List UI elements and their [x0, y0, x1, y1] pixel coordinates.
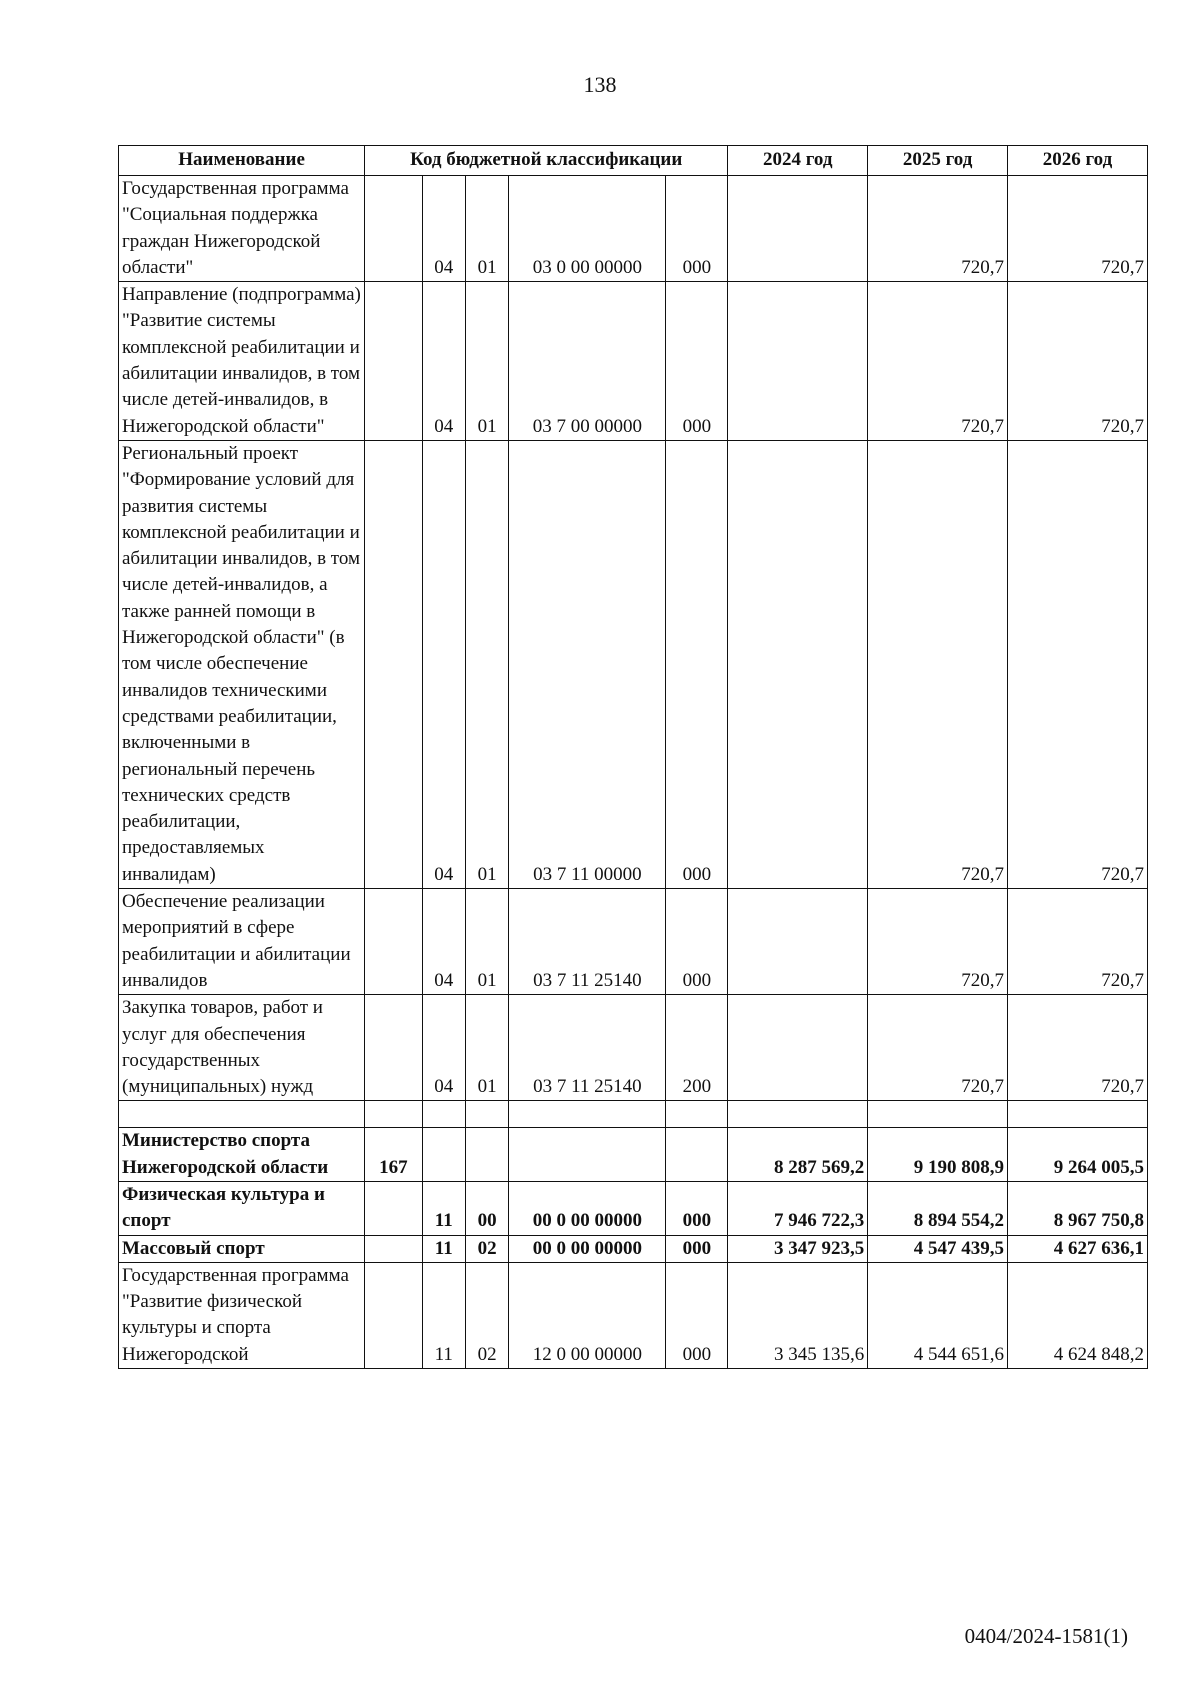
- row-rz: 11: [422, 1235, 465, 1262]
- row-name: Массовый спорт: [119, 1235, 365, 1262]
- table-row: [119, 1262, 1148, 1368]
- row-ved: [365, 176, 422, 282]
- blank-cell: [119, 1101, 365, 1128]
- row-2025: 4 547 439,5: [868, 1235, 1008, 1262]
- row-name: Физическая культура и спорт: [119, 1181, 365, 1235]
- row-vr: 000: [666, 1262, 728, 1368]
- row-pr: 02: [465, 1235, 508, 1262]
- header-2026: 2026 год: [1008, 146, 1148, 176]
- blank-cell: [465, 1101, 508, 1128]
- row-2025: 720,7: [868, 889, 1008, 995]
- row-vr: 000: [666, 889, 728, 995]
- header-code: Код бюджетной классификации: [365, 146, 728, 176]
- document-code: 0404/2024-1581(1): [964, 1624, 1128, 1648]
- row-csr: 00 0 00 00000: [509, 1181, 666, 1235]
- row-2025: 720,7: [868, 282, 1008, 441]
- row-rz: 04: [422, 282, 465, 441]
- row-name: Обеспечение реализации мероприятий в сфере реабилитации и абилитации инвалидов: [119, 889, 365, 995]
- row-2024: [728, 440, 868, 888]
- row-2024: 7 946 722,3: [728, 1181, 868, 1235]
- table-header-row: [119, 146, 1148, 176]
- row-csr: 12 0 00 00000: [509, 1262, 666, 1368]
- row-pr: 01: [465, 282, 508, 441]
- row-name: Министерство спорта Нижегородской области: [119, 1128, 365, 1182]
- row-vr: 000: [666, 1181, 728, 1235]
- row-ved: [365, 1181, 422, 1235]
- row-name: Региональный проект "Формирование условий для развития системы комплексной реабилитации и абилитации инвалидов, в том числе детей-инвалидов, а также ранней помощи в Нижегородской области" (в том числе обеспечение инвалидов техническими средствами реабилитации, включенными в региональный перечень технических средств реабилитации, предоставляемых инвалидам): [119, 440, 365, 888]
- row-name: Государственная программа "Социальная поддержка граждан Нижегородской области": [119, 176, 365, 282]
- row-ved: [365, 440, 422, 888]
- header-2024: 2024 год: [728, 146, 868, 176]
- row-csr: 03 7 11 25140: [509, 889, 666, 995]
- row-pr: 01: [465, 440, 508, 888]
- row-csr: 03 7 11 00000: [509, 440, 666, 888]
- row-2024: 3 347 923,5: [728, 1235, 868, 1262]
- table-row: [119, 176, 1148, 282]
- row-pr: 01: [465, 995, 508, 1101]
- row-name: Государственная программа "Развитие физической культуры и спорта Нижегородской: [119, 1262, 365, 1368]
- row-ved: [365, 282, 422, 441]
- row-vr: 000: [666, 176, 728, 282]
- blank-cell: [868, 1101, 1008, 1128]
- row-csr: 03 7 00 00000: [509, 282, 666, 441]
- row-2026: 720,7: [1008, 176, 1148, 282]
- blank-cell: [509, 1101, 666, 1128]
- table-row: [119, 995, 1148, 1101]
- row-csr: 00 0 00 00000: [509, 1235, 666, 1262]
- header-name: Наименование: [119, 146, 365, 176]
- row-2024: [728, 282, 868, 441]
- row-vr: 000: [666, 282, 728, 441]
- row-rz: 04: [422, 176, 465, 282]
- row-2026: 720,7: [1008, 440, 1148, 888]
- row-2025: 9 190 808,9: [868, 1128, 1008, 1182]
- row-2024: [728, 176, 868, 282]
- row-2026: 720,7: [1008, 282, 1148, 441]
- row-2024: 3 345 135,6: [728, 1262, 868, 1368]
- blank-cell: [666, 1101, 728, 1128]
- row-pr: 01: [465, 176, 508, 282]
- blank-cell: [422, 1101, 465, 1128]
- table-row: [119, 282, 1148, 441]
- header-2025: 2025 год: [868, 146, 1008, 176]
- row-vr: [666, 1128, 728, 1182]
- row-csr: 03 7 11 25140: [509, 995, 666, 1101]
- row-rz: 04: [422, 995, 465, 1101]
- row-name: Закупка товаров, работ и услуг для обеспечения государственных (муниципальных) нужд: [119, 995, 365, 1101]
- row-ved: [365, 1235, 422, 1262]
- row-pr: 01: [465, 889, 508, 995]
- row-ved: [365, 889, 422, 995]
- row-2026: 4 624 848,2: [1008, 1262, 1148, 1368]
- row-2025: 720,7: [868, 440, 1008, 888]
- table-row: [119, 1235, 1148, 1262]
- row-2025: 8 894 554,2: [868, 1181, 1008, 1235]
- blank-cell: [728, 1101, 868, 1128]
- row-2024: [728, 995, 868, 1101]
- row-pr: [465, 1128, 508, 1182]
- row-pr: 00: [465, 1181, 508, 1235]
- table-row: [119, 440, 1148, 888]
- row-ved: [365, 995, 422, 1101]
- row-2026: 8 967 750,8: [1008, 1181, 1148, 1235]
- row-ved: 167: [365, 1128, 422, 1182]
- row-2026: 9 264 005,5: [1008, 1128, 1148, 1182]
- row-rz: 04: [422, 440, 465, 888]
- row-name: Направление (подпрограмма) "Развитие системы комплексной реабилитации и абилитации инвалидов, в том числе детей-инвалидов, в Нижегородской области": [119, 282, 365, 441]
- page-number: 138: [583, 72, 617, 97]
- row-rz: 11: [422, 1181, 465, 1235]
- row-2025: 720,7: [868, 176, 1008, 282]
- row-2024: [728, 889, 868, 995]
- table-row: [119, 1181, 1148, 1235]
- blank-cell: [1008, 1101, 1148, 1128]
- blank-cell: [365, 1101, 422, 1128]
- row-rz: 04: [422, 889, 465, 995]
- row-csr: [509, 1128, 666, 1182]
- row-2026: 4 627 636,1: [1008, 1235, 1148, 1262]
- budget-table: [118, 145, 1148, 1369]
- row-2024: 8 287 569,2: [728, 1128, 868, 1182]
- row-2026: 720,7: [1008, 889, 1148, 995]
- row-pr: 02: [465, 1262, 508, 1368]
- row-rz: [422, 1128, 465, 1182]
- row-vr: 200: [666, 995, 728, 1101]
- row-2025: 4 544 651,6: [868, 1262, 1008, 1368]
- row-csr: 03 0 00 00000: [509, 176, 666, 282]
- blank-row: [119, 1101, 1148, 1128]
- row-2025: 720,7: [868, 995, 1008, 1101]
- row-vr: 000: [666, 440, 728, 888]
- table-row: [119, 889, 1148, 995]
- row-ved: [365, 1262, 422, 1368]
- row-rz: 11: [422, 1262, 465, 1368]
- row-2026: 720,7: [1008, 995, 1148, 1101]
- row-vr: 000: [666, 1235, 728, 1262]
- table-row: [119, 1128, 1148, 1182]
